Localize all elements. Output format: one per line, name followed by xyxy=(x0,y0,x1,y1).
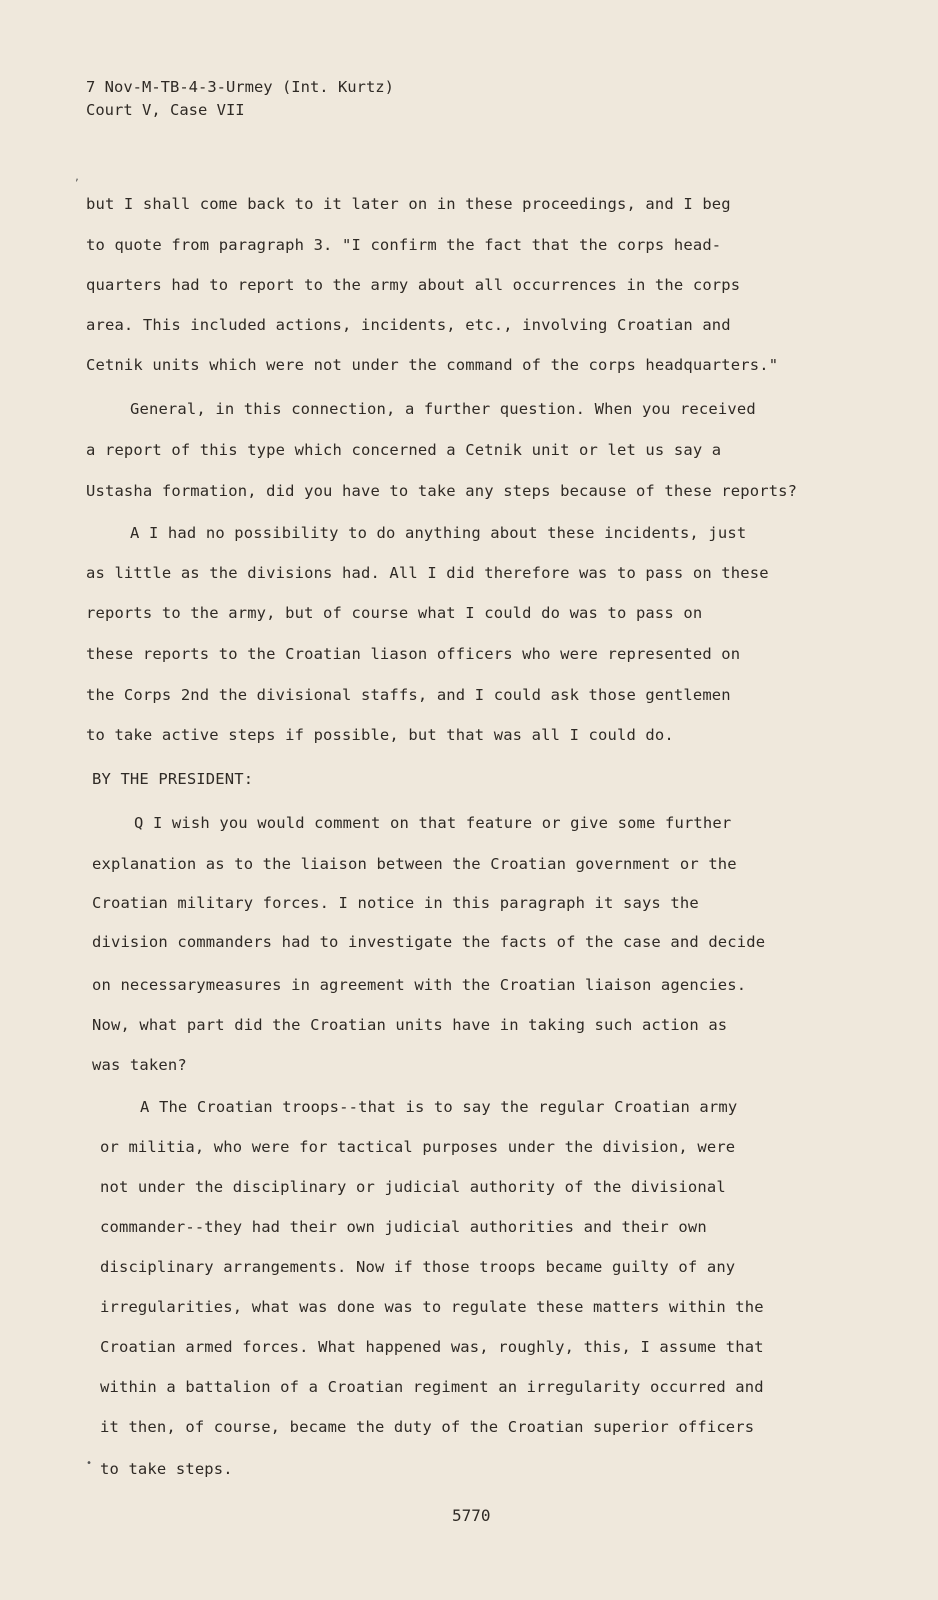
text-line: disciplinary arrangements. Now if those troops became guilty of any xyxy=(100,1258,736,1276)
text-line: Cetnik units which were not under the command of the corps headquarters." xyxy=(86,356,779,374)
text-line: or militia, who were for tactical purposes under the division, were xyxy=(100,1138,736,1156)
text-line: Q I wish you would comment on that feature or give some further xyxy=(134,814,732,832)
text-line: A The Croatian troops--that is to say the regular Croatian army xyxy=(140,1098,738,1116)
text-line: reports to the army, but of course what I could do was to pass on xyxy=(86,604,703,622)
page-number: 5770 xyxy=(452,1506,491,1525)
text-line: within a battalion of a Croatian regiment an irregularity occurred and xyxy=(100,1378,764,1396)
text-line: to take active steps if possible, but that was all I could do. xyxy=(86,726,674,744)
text-line: General, in this connection, a further question. When you received xyxy=(130,400,756,418)
header-line-1: 7 Nov-M-TB-4-3-Urmey (Int. Kurtz) xyxy=(86,78,394,96)
text-line: but I shall come back to it later on in these proceedings, and I beg xyxy=(86,195,731,213)
text-line: on necessarymeasures in agreement with the Croatian liaison agencies. xyxy=(92,976,747,994)
text-line: to quote from paragraph 3. "I confirm the fact that the corps head- xyxy=(86,236,722,254)
text-line: Now, what part did the Croatian units have in taking such action as xyxy=(92,1016,728,1034)
text-line: these reports to the Croatian liason officers who were represented on xyxy=(86,645,741,663)
text-line: was taken? xyxy=(92,1056,187,1074)
document-header xyxy=(86,76,394,122)
text-line: area. This included actions, incidents, etc., involving Croatian and xyxy=(86,316,731,334)
text-line: Ustasha formation, did you have to take any steps because of these reports? xyxy=(86,482,798,500)
stray-mark: • xyxy=(86,1458,93,1469)
text-line: irregularities, what was done was to regulate these matters within the xyxy=(100,1298,764,1316)
text-line: a report of this type which concerned a Cetnik unit or let us say a xyxy=(86,441,722,459)
text-line: the Corps 2nd the divisional staffs, and I could ask those gentlemen xyxy=(86,686,731,704)
header-line-2: Court V, Case VII xyxy=(86,101,245,119)
text-line: to take steps. xyxy=(100,1460,233,1478)
text-line: quarters had to report to the army about all occurrences in the corps xyxy=(86,276,741,294)
stray-mark: , xyxy=(74,172,81,183)
text-line: A I had no possibility to do anything about these incidents, just xyxy=(130,524,747,542)
text-line: Croatian armed forces. What happened was, roughly, this, I assume that xyxy=(100,1338,764,1356)
text-line: explanation as to the liaison between the Croatian government or the xyxy=(92,855,737,873)
text-line: commander--they had their own judicial authorities and their own xyxy=(100,1218,707,1236)
text-line: BY THE PRESIDENT: xyxy=(92,770,254,788)
text-line: not under the disciplinary or judicial authority of the divisional xyxy=(100,1178,726,1196)
text-line: as little as the divisions had. All I did therefore was to pass on these xyxy=(86,564,769,582)
text-line: division commanders had to investigate the facts of the case and decide xyxy=(92,933,766,951)
text-line: Croatian military forces. I notice in this paragraph it says the xyxy=(92,894,699,912)
text-line: it then, of course, became the duty of the Croatian superior officers xyxy=(100,1418,755,1436)
